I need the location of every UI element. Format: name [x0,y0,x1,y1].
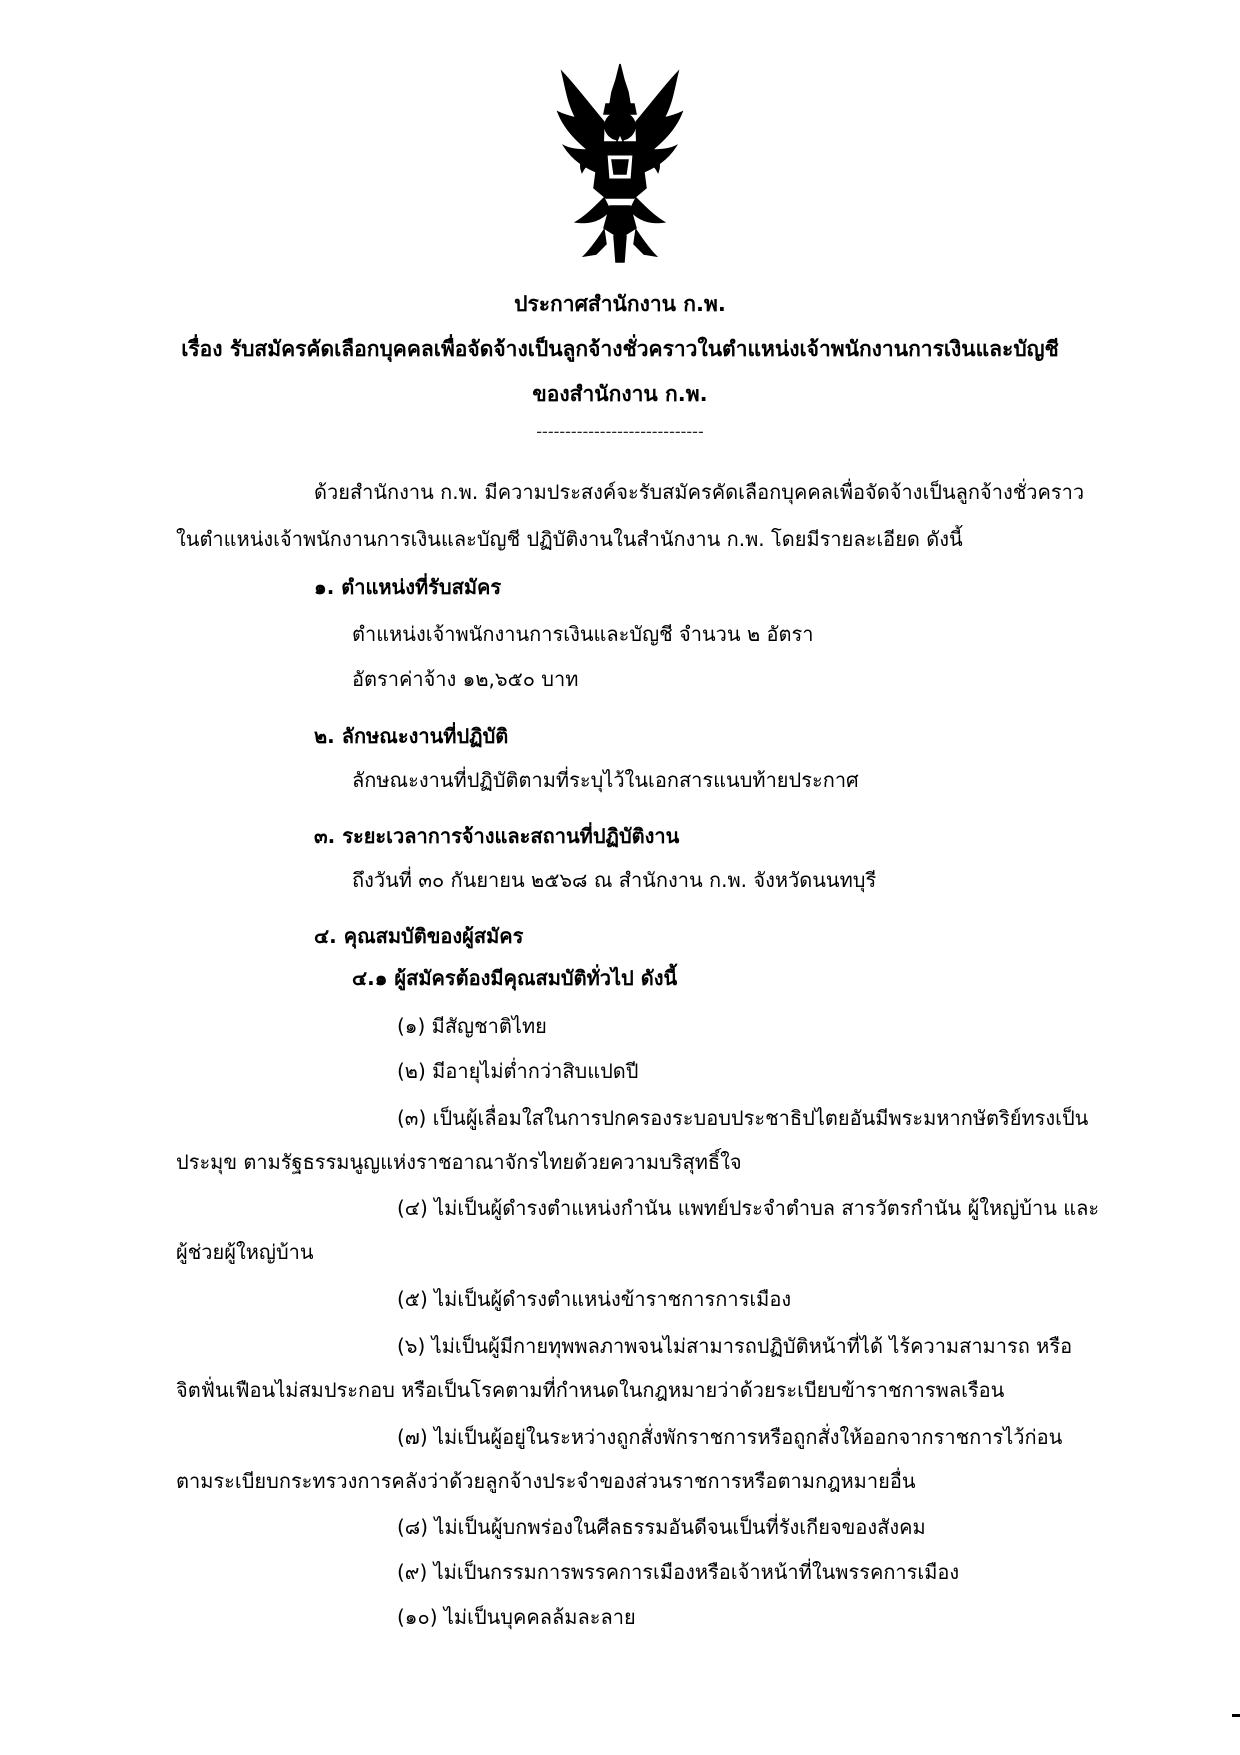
intro-paragraph-line-1: ด้วยสำนักงาน ก.พ. มีความประสงค์จะรับสมัครคัดเลือกบุคคลเพื่อจัดจ้างเป็นลูกจ้างชั่วคราว [314,480,1085,504]
garuda-emblem-icon [554,58,686,268]
qualification-item-2: (๒) มีอายุไม่ต่ำกว่าสิบแปดปี [397,1059,639,1083]
section-2-heading: ๒. ลักษณะงานที่ปฏิบัติ [314,724,509,748]
announcement-subject: เรื่อง รับสมัครคัดเลือกบุคคลเพื่อจัดจ้างเป็นลูกจ้างชั่วคราวในตำแหน่งเจ้าพนักงานการเงินและบัญชี [181,337,1059,361]
qualification-item-4-continued: ผู้ช่วยผู้ใหญ่บ้าน [176,1240,314,1264]
qualification-item-4: (๔) ไม่เป็นผู้ดำรงตำแหน่งกำนัน แพทย์ประจำตำบล สารวัตรกำนัน ผู้ใหญ่บ้าน และ [397,1196,1100,1220]
qualification-item-7: (๗) ไม่เป็นผู้อยู่ในระหว่างถูกสั่งพักราชการหรือถูกสั่งให้ออกจากราชการไว้ก่อน [397,1425,1063,1449]
separator-line: ----------------------------- [536,422,704,441]
page-corner-mark [1232,1714,1240,1717]
qualification-item-7-continued: ตามระเบียบกระทรวงการคลังว่าด้วยลูกจ้างประจำของส่วนราชการหรือตามกฎหมายอื่น [176,1469,916,1493]
section-4-1-subheading: ๔.๑ ผู้สมัครต้องมีคุณสมบัติทั่วไป ดังนี้ [352,966,678,990]
intro-paragraph-line-2: ในตำแหน่งเจ้าพนักงานการเงินและบัญชี ปฏิบัติงานในสำนักงาน ก.พ. โดยมีรายละเอียด ดังนี้ [176,527,963,551]
announcement-subject-continued: ของสำนักงาน ก.พ. [532,382,708,406]
qualification-item-6: (๖) ไม่เป็นผู้มีกายทุพพลภาพจนไม่สามารถปฏิบัติหน้าที่ได้ ไร้ความสามารถ หรือ [397,1334,1073,1358]
section-1-wage: อัตราค่าจ้าง ๑๒,๖๕๐ บาท [352,667,579,691]
qualification-item-3: (๓) เป็นผู้เลื่อมใสในการปกครองระบอบประชาธิปไตยอันมีพระมหากษัตริย์ทรงเป็น [397,1106,1089,1130]
section-3-heading: ๓. ระยะเวลาการจ้างและสถานที่ปฏิบัติงาน [314,824,680,848]
qualification-item-3-continued: ประมุข ตามรัฐธรรมนูญแห่งราชอาณาจักรไทยด้วยความบริสุทธิ์ใจ [176,1150,742,1174]
qualification-item-5: (๕) ไม่เป็นผู้ดำรงตำแหน่งข้าราชการการเมือง [397,1287,792,1311]
qualification-item-1: (๑) มีสัญชาติไทย [397,1014,547,1038]
announcement-title: ประกาศสำนักงาน ก.พ. [514,292,726,316]
section-1-heading: ๑. ตำแหน่งที่รับสมัคร [314,575,502,599]
qualification-item-10: (๑๐) ไม่เป็นบุคคลล้มละลาย [397,1605,636,1629]
qualification-item-9: (๙) ไม่เป็นกรรมการพรรคการเมืองหรือเจ้าหน้าที่ในพรรคการเมือง [397,1560,960,1584]
section-2-body: ลักษณะงานที่ปฏิบัติตามที่ระบุไว้ในเอกสารแนบท้ายประกาศ [352,768,859,792]
section-1-position: ตำแหน่งเจ้าพนักงานการเงินและบัญชี จำนวน ๒ อัตรา [352,622,814,646]
qualification-item-6-continued: จิตฟั่นเฟือนไม่สมประกอบ หรือเป็นโรคตามที่กำหนดในกฎหมายว่าด้วยระเบียบข้าราชการพลเรือน [176,1378,1005,1402]
qualification-item-8: (๘) ไม่เป็นผู้บกพร่องในศีลธรรมอันดีจนเป็นที่รังเกียจของสังคม [397,1515,926,1539]
section-3-body: ถึงวันที่ ๓๐ กันยายน ๒๕๖๘ ณ สำนักงาน ก.พ. จังหวัดนนทบุรี [352,868,877,892]
section-4-heading: ๔. คุณสมบัติของผู้สมัคร [314,924,524,948]
